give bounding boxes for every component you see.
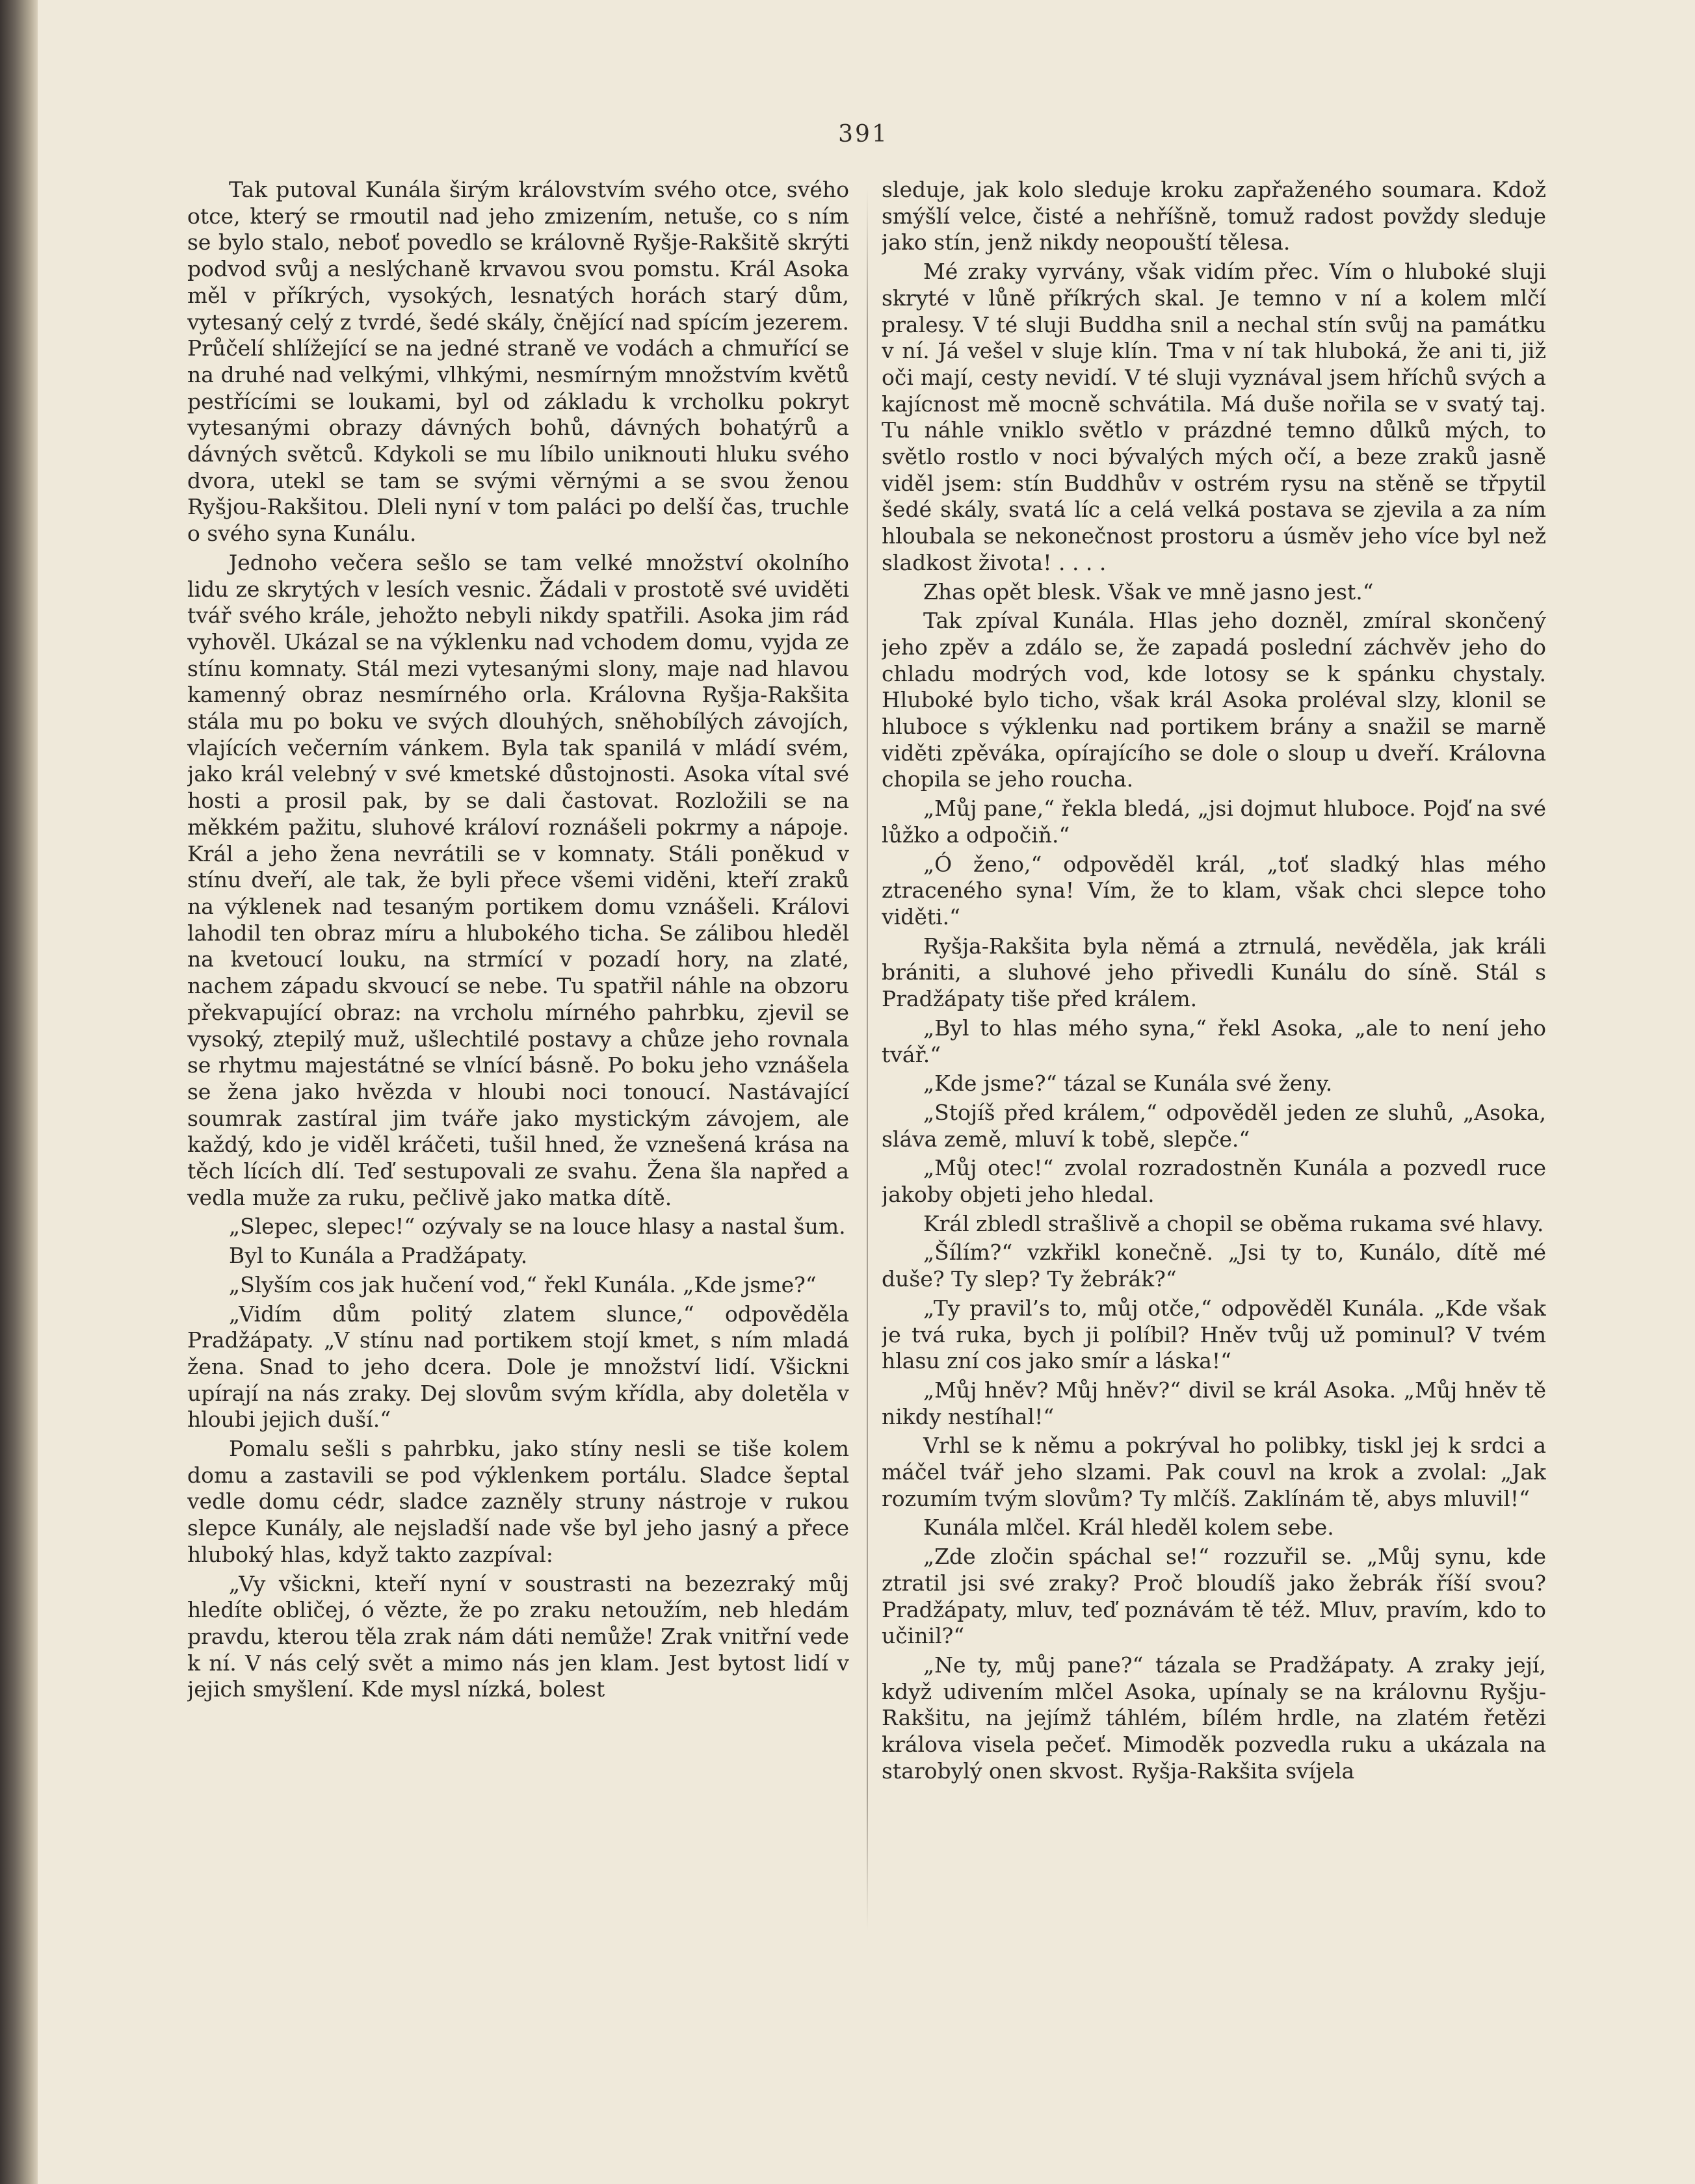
paragraph: Tak putoval Kunála širým královstvím svého otce, svého otce, který se rmoutil nad jeho zmizením, netuše, co s ním se bylo stalo, neboť povedlo se královně Ryšje-Rakšitě skrýti podvod svůj a neslýchaně krvavou svou pomstu. Král Asoka měl v příkrých, vysokých, lesnatých horách starý dům, vytesaný celý z tvrdé, šedé skály, čnějící nad spícím jezerem. Průčelí shlížející se na jedné straně ve vodách a chmuřící se na druhé nad velkými, vlhkými, nesmírným množstvím květů pestřícími se loukami, byl od základu k vrcholku pokryt vytesanými obrazy dávných bohů, dávných bohatýrů a dávných světců. Kdykoli se mu líbilo uniknouti hluku svého dvora, utekl se tam se svými věrnými a se svou ženou Ryšjou-Rakšitou. Dleli nyní v tom paláci po delší čas, truchle o svého syna Kunálu. (187, 177, 849, 547)
paragraph: „Zde zločin spáchal se!“ rozzuřil se. „Můj synu, kde ztratil jsi své zraky? Proč bloudíš jako žebrák říší svou? Pradžápaty, mluv, teď poznávám tě též. Mluv, pravím, kdo to učinil?“ (882, 1544, 1546, 1649)
paragraph: Vrhl se k němu a pokrýval ho polibky, tiskl jej k srdci a máčel tvář jeho slzami. Pak couvl na krok a zvolal: „Jak rozumím tvým slovům? Ty mlčíš. Zaklínám tě, abys mluvil!“ (882, 1433, 1546, 1511)
paragraph: „Vidím dům politý zlatem slunce,“ odpověděla Pradžápaty. „V stínu nad portikem stojí kmet, s ním mladá žena. Snad to jeho dcera. Dole je množství lidí. Všickni upírají na nás zraky. Dej slovům svým křídla, aby doletěla v hloubi jejich duší.“ (187, 1301, 849, 1433)
paragraph: „Stojíš před králem,“ odpověděl jeden ze sluhů, „Asoka, sláva země, mluví k tobě, slepče.“ (882, 1099, 1546, 1152)
paragraph: „Ne ty, můj pane?“ tázala se Pradžápaty. A zraky její, když udivením mlčel Asoka, upínaly se na královnu Ryšju-Rakšitu, na jejímž táhlém, bílém hrdle, na zlatém řetězi králova visela pečeť. Mimoděk pozvedla ruku a ukázala na starobylý onen skvost. Ryšja-Rakšita svíjela (882, 1652, 1546, 1784)
paragraph: „Šílím?“ vzkřikl konečně. „Jsi ty to, Kunálo, dítě mé duše? Ty slep? Ty žebrák?“ (882, 1240, 1546, 1292)
column-divider (867, 188, 868, 1930)
page-number: 391 (838, 121, 889, 148)
paragraph: „Ty pravil’s to, můj otče,“ odpověděl Kunála. „Kde však je tvá ruka, bych ji políbil? Hněv tvůj už pominul? V tvém hlasu zní cos jako smír a láska!“ (882, 1295, 1546, 1374)
paragraph: Pomalu sešli s pahrbku, jako stíny nesli se tiše kolem domu a zastavili se pod výklenkem portálu. Sladce šeptal vedle domu cédr, sladce zazněly struny nástroje v rukou slepce Kunály, ale nejsladší nade vše byl jeho jasný a přece hluboký hlas, když takto zazpíval: (187, 1436, 849, 1567)
paragraph: Zhas opět blesk. Však ve mně jasno jest.“ (923, 578, 1374, 604)
paragraph: „Slepec, slepec!“ ozývaly se na louce hlasy a nastal šum. (229, 1214, 846, 1240)
paragraph: Tak zpíval Kunála. Hlas jeho dozněl, zmíral skončený jeho zpěv a zdálo se, že zapadá poslední záchvěv jeho do chladu modrých vod, kde lotosy se k spánku chystaly. Hluboké bylo ticho, však král Asoka proléval slzy, klonil se hluboce s výklenku nad portikem brány a snažil se marně viděti zpěváka, opírajícího se dole o sloup u dveří. Královna chopila se jeho roucha. (882, 608, 1546, 792)
paragraph: „Můj pane,“ řekla bledá, „jsi dojmut hluboce. Pojď na své lůžko a odpočiň.“ (882, 796, 1546, 848)
paragraph: „Slyším cos jak hučení vod,“ řekl Kunála. „Kde jsme?“ (229, 1271, 817, 1297)
paragraph: „Kde jsme?“ tázal se Kunála své ženy. (923, 1071, 1333, 1097)
paragraph: „Byl to hlas mého syna,“ řekl Asoka, „ale to není jeho tvář.“ (882, 1015, 1546, 1067)
right-text-column (882, 177, 1546, 2010)
paragraph: „Vy všickni, kteří nyní v soustrasti na bezezraký můj hledíte obličej, ó vězte, že po zraku netoužím, neb hledám pravdu, kterou těla zrak nám dáti nemůže! Zrak vnitřní vede k ní. V nás celý svět a mimo nás jen klam. Jest bytost lidí v jejich smyšlení. Kde mysl nízká, bolest (187, 1570, 849, 1702)
paragraph: Jednoho večera sešlo se tam velké množství okolního lidu ze skrytých v lesích vesnic. Žádali v prostotě své uviděti tvář svého krále, jehožto nebyli nikdy spatřili. Asoka jim rád vyhověl. Ukázal se na výklenku nad vchodem domu, vyjda ze stínu komnaty. Stál mezi vytesanými slony, maje nad hlavou kamenný obraz nesmírného orla. Královna Ryšja-Rakšita stála mu po boku ve svých dlouhých, sněhobílých závojích, vlajících večerním vánkem. Byla tak spanilá v mládí svém, jako král velebný v své kmetské důstojnosti. Asoka vítal své hosti a prosil pak, by se dali častovat. Rozložili se na měkkém pažitu, sluhové královí roznášeli pokrmy a nápoje. Král a jeho žena nevrátili se v komnaty. Stáli poněkud v stínu dveří, ale tak, že byli přece všemi viděni, kteří zraků na výklenek nad tesaným portikem domu vznášeli. Královi lahodil ten obraz míru a hlubokého ticha. Se zálibou hleděl na kvetoucí louku, na strmící v pozadí hory, na zlaté, nachem západu skvoucí se nebe. Tu spatřil náhle na obzoru překvapující obraz: na vrcholu mírného pahrbku, zjevil se vysoký, ztepilý muž, ušlechtilé postavy a chůze jeho rovnala se rhytmu majestátné se vlnící básně. Po boku jeho vznášela se žena jako hvězda v hloubi noci tonoucí. Nastávající soumrak zastíral jim tváře jako mystickým závojem, ale každý, kdo je viděl kráčeti, tušil hned, že vznešená krása na těch lících dlí. Teď sestupovali ze svahu. Žena šla napřed a vedla muže za ruku, pečlivě jako matka dítě. (187, 549, 849, 1210)
paragraph: Mé zraky vyrvány, však vidím přec. Vím o hluboké sluji skryté v lůně příkrých skal. Je temno v ní a kolem mlčí pralesy. V té sluji Buddha snil a nechal stín svůj na památku v ní. Já vešel v sluje klín. Tma v ní tak hluboká, že ani ti, již oči mají, cesty nevidí. V té sluji vyznával jsem hříchů svých a kajícnost mě mocně schvátila. Má duše nořila se v svatý taj. Tu náhle vniklo světlo v prázdné temno důlků mých, to světlo rostlo v noci bývalých mých očí, a beze zraků jasně viděl jsem: stín Buddhův v ostrém rysu na stěně se třpytil šedé skály, svatá líc a celá velká postava se zjevila a za ním hloubala se nekonečnost prostoru a úsměv jeho více byl než sladkost života! . . . . (882, 259, 1546, 575)
paragraph: Byl to Kunála a Pradžápaty. (229, 1243, 528, 1269)
paragraph: „Můj hněv? Můj hněv?“ divil se král Asoka. „Můj hněv tě nikdy nestíhal!“ (882, 1377, 1546, 1429)
book-page (38, 0, 1695, 2184)
paragraph: Ryšja-Rakšita byla němá a ztrnulá, nevěděla, jak králi brániti, a sluhové jeho přivedli Kunálu do síně. Stál s Pradžápaty tiše před králem. (882, 933, 1546, 1012)
paragraph: Kunála mlčel. Král hleděl kolem sebe. (923, 1514, 1334, 1540)
paragraph-continued: sleduje, jak kolo sleduje kroku zapřaženého soumara. Kdož smýšlí velce, čisté a nehříšně, tomuž radost povždy sleduje jako stín, jenž nikdy neopouští tělesa. (882, 177, 1546, 255)
paragraph: „Ó ženo,“ odpověděl král, „toť sladký hlas mého ztraceného syna! Vím, že to klam, však chci slepce toho viděti.“ (882, 851, 1546, 930)
book-binding-shadow (0, 0, 38, 2184)
left-text-column (187, 177, 849, 2010)
paragraph: „Můj otec!“ zvolal rozradostněn Kunála a pozvedl ruce jakoby objeti jeho hledal. (882, 1155, 1546, 1208)
paragraph: Král zbledl strašlivě a chopil se oběma rukama své hlavy. (923, 1210, 1544, 1236)
